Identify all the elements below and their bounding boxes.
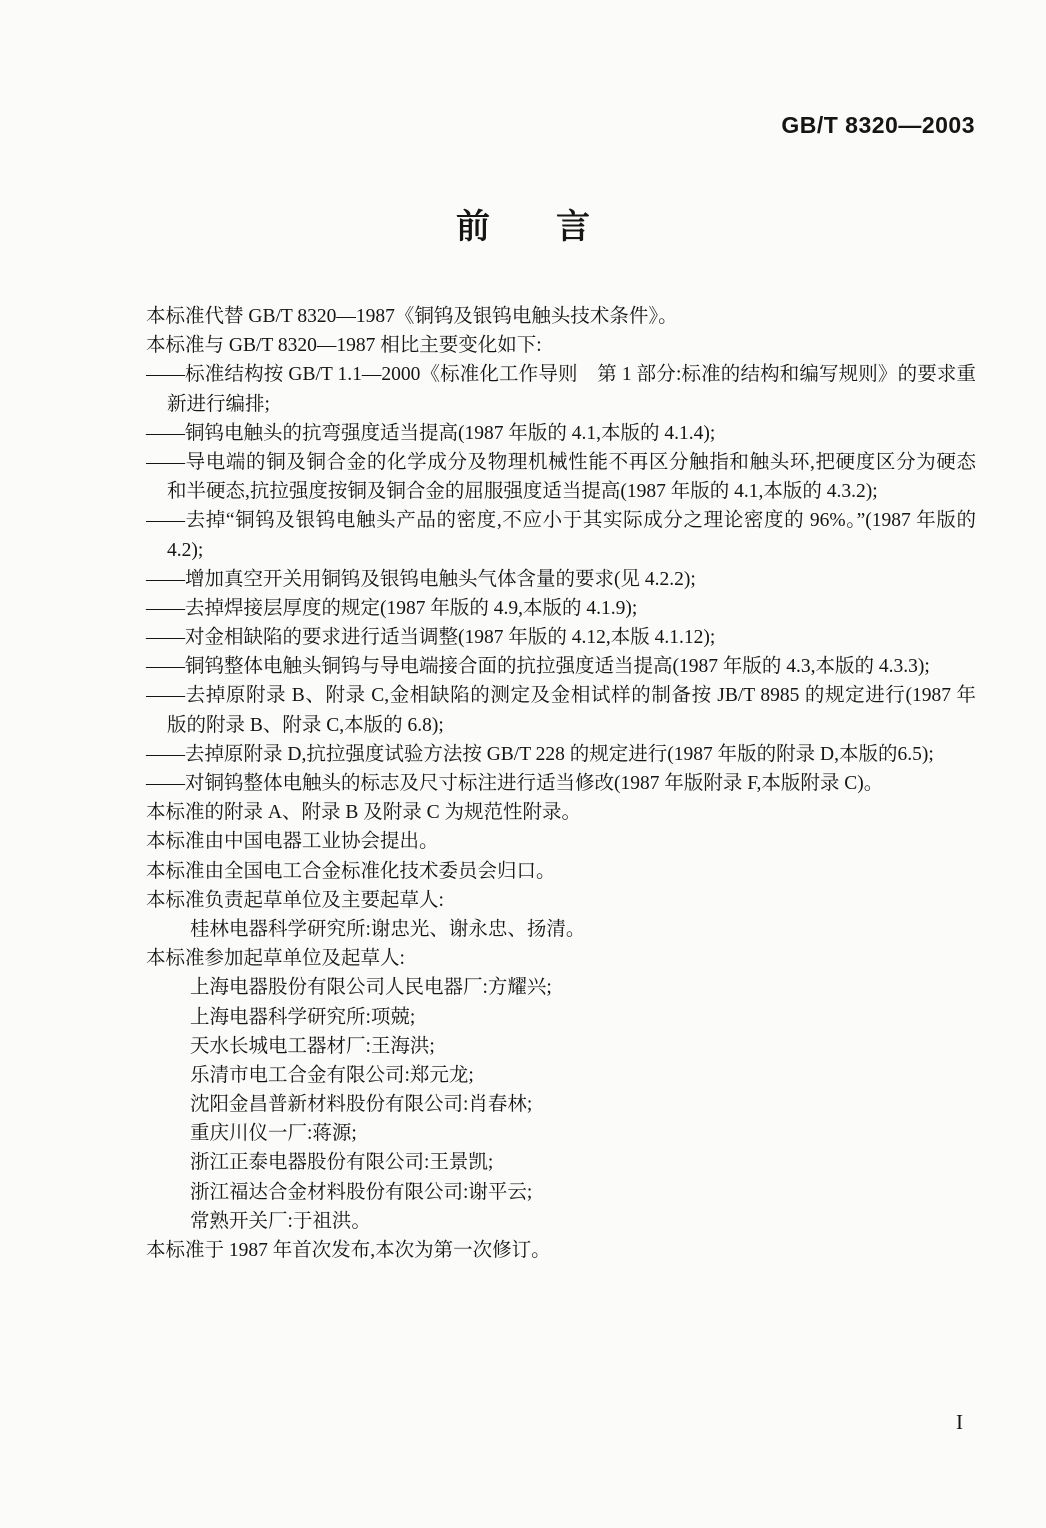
text-line: 浙江福达合金材料股份有限公司:谢平云; (190, 1181, 533, 1203)
standard-code-header: GB/T 8320—2003 (781, 112, 975, 138)
page-number: I (956, 1410, 963, 1434)
page-title (0, 207, 1046, 247)
text-line: 本标准于 1987 年首次发布,本次为第一次修订。 (146, 1240, 551, 1261)
text-line: ——去掉焊接层厚度的规定(1987 年版的 4.9,本版的 4.1.9); (146, 597, 638, 619)
page-title-char-2: 言 (556, 208, 590, 246)
text-line: ——铜钨整体电触头铜钨与导电端接合面的抗拉强度适当提高(1987 年版的 4.3,本版的 4.3.3); (146, 656, 930, 678)
page-title-char-1: 前 (456, 208, 490, 246)
text-line: 上海电器科学研究所:项兢; (190, 1006, 416, 1028)
text-line: 版的附录 B、附录 C,本版的 6.8); (167, 714, 444, 736)
text-line: 常熟开关厂:于祖洪。 (190, 1210, 371, 1232)
text-line: 本标准参加起草单位及起草人: (146, 948, 405, 970)
text-line: 浙江正泰电器股份有限公司:王景凯; (190, 1152, 494, 1174)
text-line: ——去掉原附录 D,抗拉强度试验方法按 GB/T 228 的规定进行(1987 年版的附录 D,本版的6.5); (146, 743, 934, 765)
text-line: 本标准由全国电工合金标准化技术委员会归口。 (146, 860, 556, 882)
text-line: 新进行编排; (167, 393, 270, 415)
text-line: 天水长城电工器材厂:王海洪; (190, 1035, 435, 1057)
text-line: ——标准结构按 GB/T 1.1—2000《标准化工作导则 第 1 部分:标准的结构和编写规则》的要求重 (146, 364, 976, 386)
text-line: ——对金相缺陷的要求进行适当调整(1987 年版的 4.12,本版 4.1.12); (146, 627, 716, 649)
text-line: 上海电器股份有限公司人民电器厂:方耀兴; (190, 977, 552, 999)
text-line: 桂林电器科学研究所:谢忠光、谢永忠、扬清。 (190, 918, 586, 940)
text-line: ——铜钨电触头的抗弯强度适当提高(1987 年版的 4.1,本版的 4.1.4); (146, 422, 716, 444)
text-line: 本标准由中国电器工业协会提出。 (146, 831, 439, 853)
text-line: 本标准的附录 A、附录 B 及附录 C 为规范性附录。 (146, 802, 581, 824)
text-line: ——导电端的铜及铜合金的化学成分及物理机械性能不再区分触指和触头环,把硬度区分为硬态 (146, 451, 976, 473)
text-line: 乐清市电工合金有限公司:郑元龙; (190, 1064, 474, 1086)
text-line: 和半硬态,抗拉强度按铜及铜合金的屈服强度适当提高(1987 年版的 4.1,本版的 4.3.2); (167, 481, 878, 503)
text-line: ——增加真空开关用铜钨及银钨电触头气体含量的要求(见 4.2.2); (146, 568, 696, 590)
text-line: 本标准负责起草单位及主要起草人: (146, 889, 444, 911)
text-line: 本标准代替 GB/T 8320—1987《铜钨及银钨电触头技术条件》。 (146, 306, 678, 327)
text-line: ——对铜钨整体电触头的标志及尺寸标注进行适当修改(1987 年版附录 F,本版附录 C)。 (146, 773, 884, 794)
text-line: 本标准与 GB/T 8320—1987 相比主要变化如下: (146, 335, 542, 357)
text-line: 4.2); (167, 539, 204, 561)
text-line: 沈阳金昌普新材料股份有限公司:肖春林; (190, 1094, 533, 1116)
text-line: 重庆川仪一厂:蒋源; (190, 1123, 357, 1145)
text-line: ——去掉“铜钨及银钨电触头产品的密度,不应小于其实际成分之理论密度的 96%。”(1987 年版的 (146, 510, 976, 532)
document-body (146, 302, 976, 1265)
text-line: ——去掉原附录 B、附录 C,金相缺陷的测定及金相试样的制备按 JB/T 8985 的规定进行(1987 年 (146, 685, 976, 707)
